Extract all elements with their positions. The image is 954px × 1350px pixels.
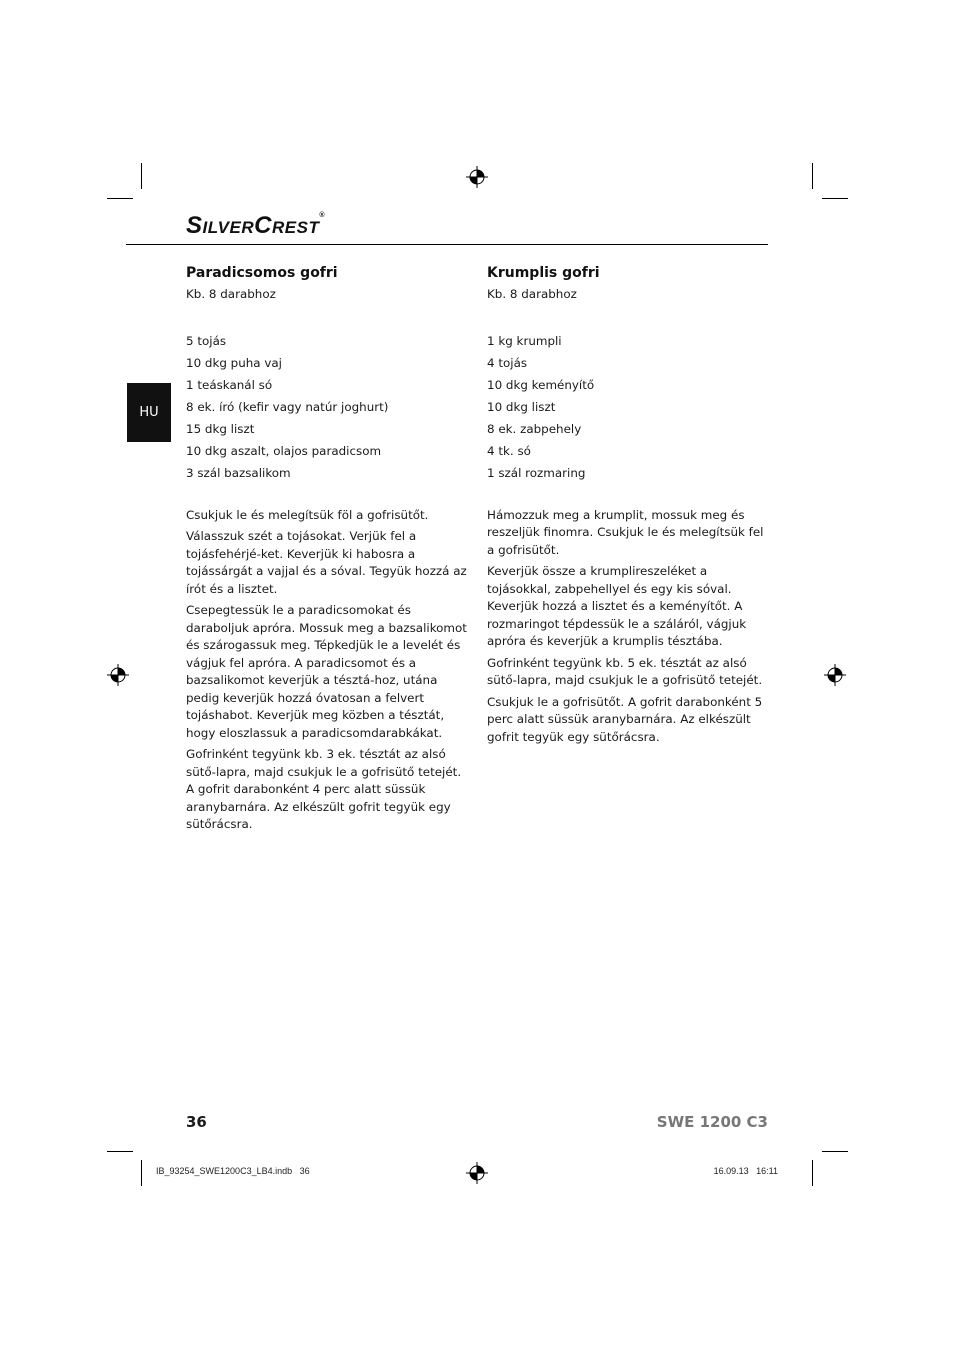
ingredient-list <box>186 330 472 484</box>
ingredient-item: 10 dkg aszalt, olajos paradicsom <box>186 443 382 458</box>
instruction-step: Gofrinként tegyünk kb. 3 ek. tésztát az alsó sütő-lapra, majd csukjuk le a gofrisütő tetejét. A gofrit darabonként 4 perc alatt süssük aranybarnára. Az elkészült gofrit tegyük egy sütőrácsra. <box>186 747 462 831</box>
model-number: SWE 1200 C3 <box>656 1113 768 1131</box>
crop-mark-top-right-horizontal <box>822 198 848 199</box>
ingredient-item: 10 dkg puha vaj <box>186 355 282 370</box>
recipe-title: Paradicsomos gofri <box>186 265 338 281</box>
registration-crosshair-icon <box>466 166 488 188</box>
crop-mark-top-right-vertical <box>812 163 813 189</box>
language-tab: HU <box>127 383 171 442</box>
instruction-step: Gofrinként tegyünk kb. 5 ek. tésztát az alsó sütő-lapra, majd csukjuk le a gofrisütő tetejét. <box>487 655 763 687</box>
ingredient-item: 4 tojás <box>487 355 528 370</box>
recipe-yield: Kb. 8 darabhoz <box>487 287 577 301</box>
brand-logo: SILVERCREST® <box>186 212 325 239</box>
ingredient-item: 3 szál bazsalikom <box>186 465 291 480</box>
ingredient-item: 10 dkg liszt <box>487 399 556 414</box>
crop-mark-bottom-right-vertical <box>812 1160 813 1186</box>
recipe-column-left <box>186 263 472 838</box>
print-slug-file: IB_93254_SWE1200C3_LB4.indb 36 <box>156 1166 310 1176</box>
instruction-list <box>186 507 472 834</box>
ingredient-item: 1 teáskanál só <box>186 377 273 392</box>
ingredient-item: 10 dkg keményítő <box>487 377 595 392</box>
crop-mark-bottom-left-horizontal <box>107 1151 133 1152</box>
ingredient-item: 1 kg krumpli <box>487 333 562 348</box>
ingredient-item: 8 ek. író (kefir vagy natúr joghurt) <box>186 399 389 414</box>
instruction-list <box>487 507 769 747</box>
recipe-yield: Kb. 8 darabhoz <box>186 287 276 301</box>
crop-mark-top-left-horizontal <box>107 198 133 199</box>
page-number: 36 <box>186 1113 207 1131</box>
instruction-step: Hámozzuk meg a krumplit, mossuk meg és reszeljük finomra. Csukjuk le és melegítsük fel a gofrisütőt. <box>487 507 764 557</box>
recipe-title: Krumplis gofri <box>487 265 600 281</box>
registration-crosshair-icon <box>824 664 846 686</box>
instruction-step: Csukjuk le és melegítsük föl a gofrisütőt. <box>186 507 429 522</box>
ingredient-item: 1 szál rozmaring <box>487 465 586 480</box>
ingredient-item: 15 dkg liszt <box>186 421 255 436</box>
ingredient-item: 4 tk. só <box>487 443 531 458</box>
instruction-step: Csukjuk le a gofrisütőt. A gofrit darabonként 5 perc alatt süssük aranybarnára. Az elkészült gofrit tegyük egy sütőrácsra. <box>487 694 763 744</box>
crop-mark-bottom-right-horizontal <box>822 1151 848 1152</box>
crop-mark-top-left-vertical <box>141 163 142 189</box>
ingredient-item: 8 ek. zabpehely <box>487 421 582 436</box>
instruction-step: Válasszuk szét a tojásokat. Verjük fel a tojásfehérjé-ket. Keverjük ki habosra a tojássárgát a vajjal és a sóval. Tegyük hozzá az írót és a lisztet. <box>186 529 467 596</box>
registration-crosshair-icon <box>466 1162 488 1184</box>
print-slug-date: 16.09.13 16:11 <box>713 1166 778 1176</box>
instruction-step: Keverjük össze a krumplireszeléket a tojásokkal, zabpehellyel és egy kis sóval. Keverjük hozzá a lisztet és a keményítőt. A rozmaringot tépdessük le a száláról, vágjuk apróra és keverjük a krumplis tésztába. <box>487 564 747 648</box>
recipe-column-right <box>487 263 769 750</box>
crop-mark-bottom-left-vertical <box>141 1160 142 1186</box>
instruction-step: Csepegtessük le a paradicsomokat és daraboljuk apróra. Mossuk meg a bazsalikomot és szárogassuk meg. Tépkedjük le a levelét és vágjuk fel apróra. A paradicsomot és a bazsalikomot keverjük a tésztá-hoz, utána pedig keverjük hozzá óvatosan a felvert tojáshabot. Keverjük meg közben a tésztát, hogy eloszlassuk a paradicsomdarabkákat. <box>186 603 467 740</box>
header-rule <box>126 244 768 245</box>
ingredient-item: 5 tojás <box>186 333 227 348</box>
registration-crosshair-icon <box>107 664 129 686</box>
ingredient-list <box>487 330 769 484</box>
